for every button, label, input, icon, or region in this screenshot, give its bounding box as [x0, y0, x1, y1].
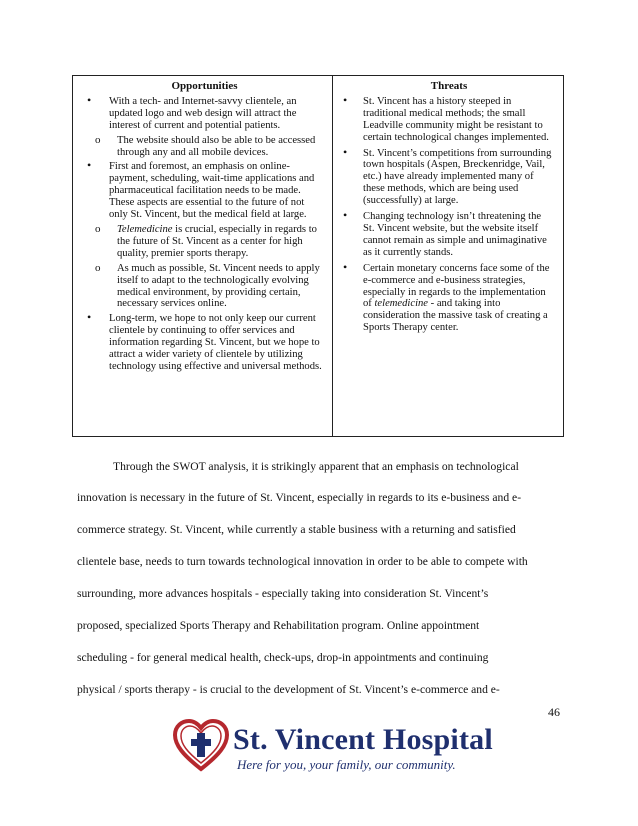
threat-bullet-text: Certain monetary concerns face some of the e-commerce and e-business strategies, especially in regards to the implementation of: [363, 262, 550, 310]
body-line: scheduling - for general medical health, check-ups, drop-in appointments and continuing: [77, 651, 489, 664]
body-line: innovation is necessary in the future of St. Vincent, especially in regards to its e-business and e-: [77, 491, 522, 504]
opportunity-bullet: • With a tech- and Internet-savvy clientele, an updated logo and web design will attract the interest of current and potential patients.: [87, 96, 322, 132]
logo-name: St. Vincent Hospital: [233, 723, 493, 756]
threat-bullet: • Changing technology isn’t threatening the St. Vincent website, but the website itself cannot remain as simple and unimaginative as it currently stands.: [343, 211, 555, 259]
page-number: 46: [548, 705, 560, 719]
heart-cross-icon: [173, 719, 229, 773]
body-line: proposed, specialized Sports Therapy and Rehabilitation program. Online appointment: [77, 619, 480, 632]
threat-bullet-text: - and taking into consideration the massive task of creating a Sports Therapy center.: [363, 298, 548, 334]
opportunity-bullet: • First and foremost, an emphasis on online-payment, scheduling, wait-time applications and pharmaceutical facilitation needs to be made. These aspects are essential to the future of not only St. Vincent, but the medical field at large.: [87, 161, 322, 221]
threat-bullet: • St. Vincent has a history steeped in traditional medical methods; the small Leadville community might be resistant to certain technological changes implemented.: [343, 96, 555, 144]
opportunities-heading: Opportunities: [171, 80, 238, 92]
opportunity-bullet: • Long-term, we hope to not only keep our current clientele by continuing to offer services and information regarding St. Vincent, but we hope to attract a wider variety of clientele by utilizing technology using effective and universal methods.: [87, 313, 322, 373]
opportunity-subbullet: o The website should also be able to be accessed through any and all mobile devices.: [95, 135, 322, 159]
threat-bullet: [343, 263, 555, 334]
logo-tagline: Here for you, your family, our community.: [237, 757, 456, 772]
threats-column: [333, 76, 563, 436]
threats-heading: Threats: [430, 80, 468, 92]
body-line: Through the SWOT analysis, it is strikingly apparent that an emphasis on technological: [113, 460, 519, 473]
swot-table: [72, 75, 564, 437]
opportunities-column: [73, 76, 333, 436]
telemedicine-term: Telemedicine: [117, 223, 173, 235]
threat-bullet: • St. Vincent’s competitions from surrounding town hospitals (Aspen, Breckenridge, Vail, etc.) have already implemented many of these methods, which are being used (successfully) at large.: [343, 148, 555, 208]
telemedicine-term: telemedicine: [374, 298, 429, 310]
opportunity-subbullet: o As much as possible, St. Vincent needs to apply itself to adapt to the technologically evolving medical environment, by providing certain, necessary services online.: [95, 263, 322, 311]
body-line: surrounding, more advances hospitals - especially taking into consideration St. Vincent’s: [77, 587, 489, 600]
body-line: physical / sports therapy - is crucial to the development of St. Vincent’s e-commerce and e-: [77, 683, 500, 696]
hospital-logo: [173, 717, 493, 779]
body-line: commerce strategy. St. Vincent, while currently a stable business with a returning and satisfied: [77, 523, 516, 536]
body-line: clientele base, needs to turn towards technological innovation in order to be able to compete with: [77, 555, 528, 568]
opportunity-subbullet-text: is crucial, especially in regards to the future of St. Vincent as a center for high quality, premier sports therapy.: [117, 223, 317, 259]
opportunity-subbullet: [95, 224, 322, 260]
